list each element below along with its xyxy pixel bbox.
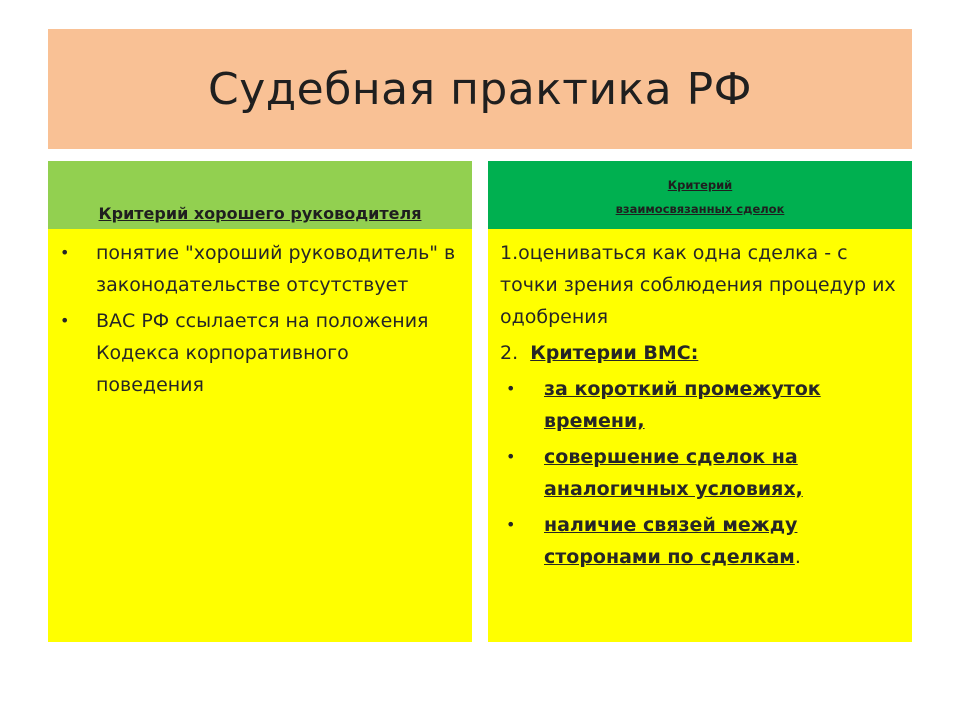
list-item (500, 509, 900, 573)
left-column-header (48, 161, 472, 229)
right-column (488, 161, 912, 642)
bullet-icon: • (60, 311, 70, 330)
bullet-icon: • (60, 243, 70, 262)
left-column (48, 161, 472, 642)
right-column-body (488, 229, 912, 573)
bullet-icon: • (506, 447, 516, 466)
item2-prefix: 2. (500, 342, 519, 364)
left-column-body (48, 229, 472, 401)
numbered-item-1: 1.оцениваться как одна сделка - с точки зрения соблюдения процедур их одобрения (500, 242, 896, 328)
list-item-text: совершение сделок на аналогичных условиях, (544, 446, 803, 500)
list-item (500, 441, 900, 505)
list-item-text-wrapper (544, 509, 900, 573)
list-item (60, 237, 460, 301)
list-item (60, 305, 460, 401)
list-item (500, 373, 900, 437)
title-bar (48, 29, 912, 149)
bullet-icon: • (506, 379, 516, 398)
last-suffix: . (794, 546, 801, 568)
item2-label: Критерии ВМС: (530, 342, 699, 364)
list-item-text: понятие "хороший руководитель" в законодательстве отсутствует (96, 242, 456, 296)
left-header-text: Критерий хорошего руководителя (98, 204, 422, 223)
right-column-header (488, 161, 912, 229)
list-item-text: за короткий промежуток времени, (544, 378, 821, 432)
list-item-text: ВАС РФ ссылается на положения Кодекса корпоративного поведения (96, 310, 429, 396)
right-header-line2: взаимосвязанных сделок (615, 202, 785, 216)
numbered-item-2 (500, 337, 900, 369)
page-title: Судебная практика РФ (208, 63, 752, 115)
right-header-line1: Критерий (667, 178, 733, 192)
bullet-icon: • (506, 515, 516, 534)
list-item-text: наличие связей между сторонами по сделкам (544, 514, 798, 568)
